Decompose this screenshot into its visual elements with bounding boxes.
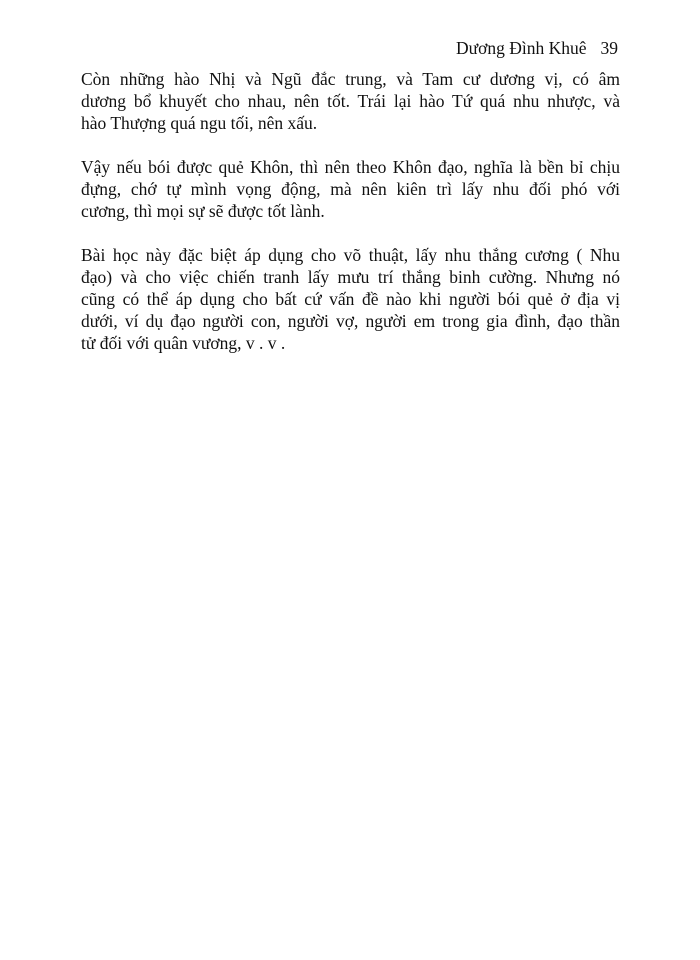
paragraph-2 [81,156,620,222]
text-line: cũng có thể áp dụng cho bất cứ vấn đề nào khi người bói quẻ ở địa vị [81,289,620,309]
text-line: đạo) và cho việc chiến tranh lấy mưu trí thắng binh cường. Nhưng nó [81,267,620,287]
page-number: 39 [600,38,618,58]
text-line: dưới, ví dụ đạo người con, người vợ, người em trong gia đình, đạo thần [81,311,620,331]
text-line: đựng, chớ tự mình vọng động, mà nên kiên trì lấy nhu đối phó với [81,179,620,199]
text-line: hào Thượng quá ngu tối, nên xấu. [81,113,318,133]
author-name: Dương Đình Khuê [455,38,587,58]
text-line: cương, thì mọi sự sẽ được tốt lành. [81,201,325,221]
text-line: tử đối với quân vương, v . v . [81,333,286,353]
text-line: Vậy nếu bói được quẻ Khôn, thì nên theo Khôn đạo, nghĩa là bền bỉ chịu [81,157,620,177]
page-body [81,68,620,376]
paragraph-1 [81,68,620,134]
running-header [456,38,618,59]
text-line: Bài học này đặc biệt áp dụng cho võ thuật, lấy nhu thắng cương ( Nhu [81,245,620,265]
text-line: Còn những hào Nhị và Ngũ đắc trung, và Tam cư dương vị, có âm [81,69,620,89]
paragraph-3 [81,244,620,354]
text-line: dương bổ khuyết cho nhau, nên tốt. Trái lại hào Tứ quá nhu nhược, và [81,91,620,111]
